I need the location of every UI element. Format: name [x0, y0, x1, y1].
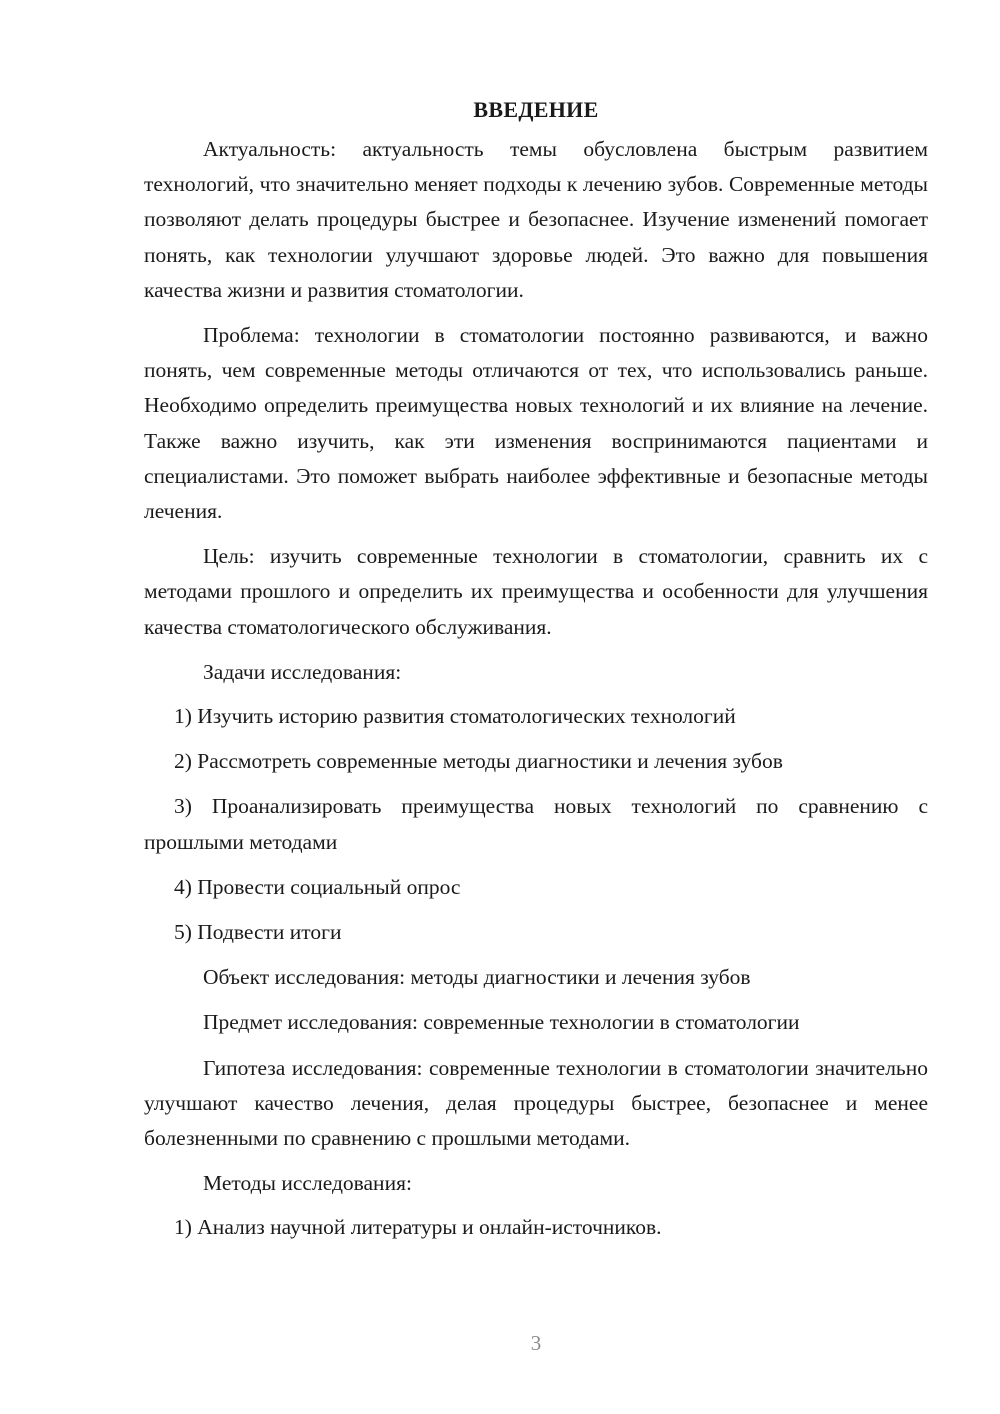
paragraph-goal: Цель: изучить современные технологии в стоматологии, сравнить их с методами прошлого и определить их преимущества и особенности для улучшения качества стоматологического обслуживания.	[144, 544, 928, 639]
tasks-heading: Задачи исследования:	[203, 659, 402, 684]
research-subject: Предмет исследования: современные технологии в стоматологии	[203, 1010, 800, 1035]
task-item-4: 4) Провести социальный опрос	[174, 874, 461, 899]
paragraph-problem: Проблема: технологии в стоматологии постоянно развиваются, и важно понять, чем современные методы отличаются от тех, что использовались раньше. Необходимо определить преимущества новых технологий и их влияние на лечение. Также важно изучить, как эти изменения воспринимаются пациентами и специалистами. Это поможет выбрать наиболее эффективные и безопасные методы лечения.	[144, 323, 928, 524]
methods-heading: Методы исследования:	[203, 1171, 412, 1196]
page-number: 3	[530, 1331, 542, 1355]
task-item-2: 2) Рассмотреть современные методы диагностики и лечения зубов	[174, 749, 783, 774]
task-item-3: 3) Проанализировать преимущества новых технологий по сравнению с прошлыми методами	[144, 794, 928, 854]
paragraph-relevance: Актуальность: актуальность темы обусловлена быстрым развитием технологий, что значительно меняет подходы к лечению зубов. Современные методы позволяют делать процедуры быстрее и безопаснее. Изучение изменений помогает понять, как технологии улучшают здоровье людей. Это важно для повышения качества жизни и развития стоматологии.	[144, 137, 928, 302]
document-page	[144, 92, 928, 1256]
page-title: ВВЕДЕНИЕ	[473, 97, 599, 122]
task-item-1: 1) Изучить историю развития стоматологических технологий	[174, 704, 736, 729]
method-item-1: 1) Анализ научной литературы и онлайн-источников.	[174, 1215, 662, 1240]
research-hypothesis: Гипотеза исследования: современные технологии в стоматологии значительно улучшают качество лечения, делая процедуры быстрее, безопаснее и менее болезненными по сравнению с прошлыми методами.	[144, 1055, 928, 1151]
task-item-5: 5) Подвести итоги	[174, 920, 342, 945]
research-object: Объект исследования: методы диагностики и лечения зубов	[203, 965, 751, 990]
